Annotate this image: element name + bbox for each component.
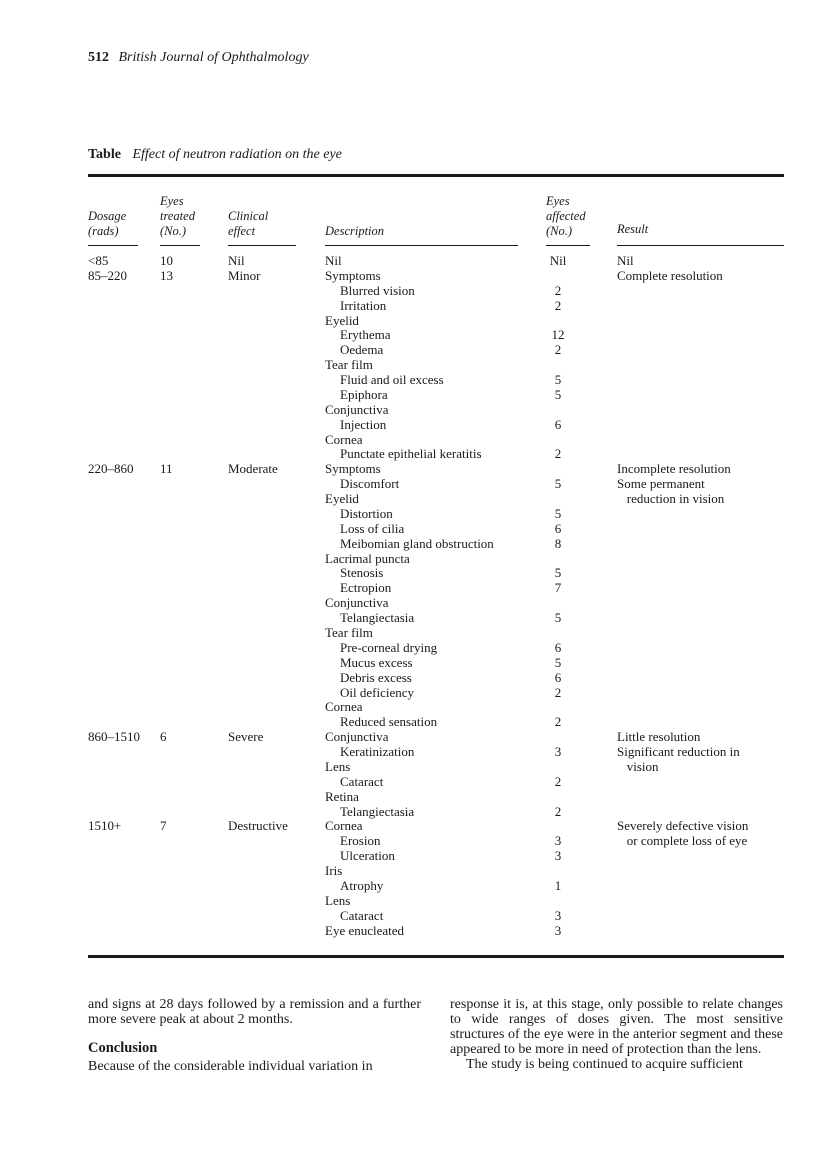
table-row xyxy=(0,461,816,476)
eyes-affected-cell: 5 xyxy=(554,610,562,626)
header-clinical-effect-line: Clinical xyxy=(228,209,269,223)
eyes-affected-cell: 2 xyxy=(554,297,562,313)
clinical-effect-cell: Minor xyxy=(228,267,261,283)
eyes-treated-cell: 6 xyxy=(160,729,167,745)
page-header xyxy=(88,50,309,66)
result-cell: or complete loss of eye xyxy=(617,833,748,849)
body-paragraph: The study is being continued to acquire sufficient xyxy=(466,1057,743,1072)
description-cell: Cataract xyxy=(340,907,384,923)
table-top-rule xyxy=(88,174,784,177)
table-row xyxy=(0,298,816,313)
header-description xyxy=(325,224,384,239)
table-row xyxy=(0,670,816,685)
clinical-effect-cell: Destructive xyxy=(228,818,288,834)
description-cell: Tear film xyxy=(325,625,373,640)
table-row xyxy=(0,655,816,670)
dosage-cell: 860–1510 xyxy=(88,729,140,745)
table-row xyxy=(0,893,816,908)
table-row xyxy=(0,387,816,402)
table-row xyxy=(0,685,816,700)
header-dosage xyxy=(88,209,126,239)
eyes-affected-cell: 3 xyxy=(554,848,562,864)
header-rule xyxy=(546,245,590,246)
eyes-affected-cell: 2 xyxy=(554,803,562,819)
header-rule xyxy=(325,245,518,246)
table-row xyxy=(0,640,816,655)
eyes-affected-cell: 5 xyxy=(554,476,562,492)
eyes-treated-cell: 7 xyxy=(160,818,167,834)
description-cell: Pre-corneal drying xyxy=(340,639,438,655)
table-row xyxy=(0,610,816,625)
table-row xyxy=(0,729,816,744)
body-paragraph: Because of the considerable individual variation in xyxy=(88,1059,373,1074)
header-description-line: Description xyxy=(325,224,385,238)
result-cell: vision xyxy=(617,758,659,774)
eyes-affected-cell: 5 xyxy=(554,654,562,670)
description-cell: Distortion xyxy=(340,505,393,521)
dosage-cell: 85–220 xyxy=(88,267,127,283)
header-rule xyxy=(617,245,784,246)
description-cell: Telangiectasia xyxy=(340,803,415,819)
description-cell: Meibomian gland obstruction xyxy=(340,535,494,551)
description-cell: Debris excess xyxy=(340,669,412,685)
table-row xyxy=(0,253,816,268)
table-row xyxy=(0,432,816,447)
eyes-affected-cell: 5 xyxy=(554,505,562,521)
dosage-cell: 1510+ xyxy=(88,818,122,834)
result-cell: Nil xyxy=(617,253,634,268)
table-row xyxy=(0,327,816,342)
table-label: Table xyxy=(88,147,121,162)
header-eyes-treated-line: Eyes xyxy=(160,194,184,208)
description-cell: Iris xyxy=(325,863,343,879)
section-heading-conclusion: Conclusion xyxy=(88,1040,158,1056)
dosage-cell: <85 xyxy=(88,253,109,268)
table-row xyxy=(0,357,816,372)
header-rule xyxy=(228,245,296,246)
table-row xyxy=(0,521,816,536)
table-row xyxy=(0,551,816,566)
page-number: 512 xyxy=(88,50,109,65)
description-cell: Conjunctiva xyxy=(325,595,389,611)
eyes-affected-cell: 3 xyxy=(554,833,562,849)
table-row xyxy=(0,774,816,789)
header-rule xyxy=(160,245,200,246)
description-cell: Telangiectasia xyxy=(340,610,415,626)
description-cell: Ectropion xyxy=(340,580,392,596)
description-cell: Eye enucleated xyxy=(325,922,405,938)
description-cell: Eyelid xyxy=(325,491,359,507)
dosage-cell: 220–860 xyxy=(88,461,134,477)
description-cell: Cornea xyxy=(325,431,363,447)
description-cell: Erosion xyxy=(340,833,381,849)
table-row xyxy=(0,789,816,804)
description-cell: Keratinization xyxy=(340,744,415,760)
description-cell: Eyelid xyxy=(325,312,359,328)
body-paragraph: response it is, at this stage, only possible to relate changes to wide ranges of doses given. The most sensitive structures of the eye were in the anterior segment and these appeared to be more in need of protection than the lens. xyxy=(450,997,783,1057)
description-cell: Cornea xyxy=(325,818,363,834)
body-paragraph: and signs at 28 days followed by a remission and a further more severe peak at about 2 months. xyxy=(88,997,421,1027)
body-left-column xyxy=(88,997,421,1074)
header-eyes-treated-line: treated xyxy=(160,209,195,223)
table-row xyxy=(0,759,816,774)
eyes-affected-cell: 2 xyxy=(554,282,562,298)
clinical-effect-cell: Nil xyxy=(228,253,245,268)
header-dosage-line: (rads) xyxy=(88,224,119,238)
description-cell: Stenosis xyxy=(340,565,384,581)
eyes-affected-cell: 2 xyxy=(554,714,562,730)
table-row xyxy=(0,506,816,521)
description-cell: Cornea xyxy=(325,699,363,715)
result-cell: reduction in vision xyxy=(617,491,725,507)
description-cell: Symptoms xyxy=(325,267,381,283)
eyes-affected-cell: 2 xyxy=(554,446,562,462)
description-cell: Tear film xyxy=(325,357,373,373)
header-eyes-treated-line: (No.) xyxy=(160,224,187,238)
eyes-affected-cell: 5 xyxy=(554,386,562,402)
eyes-affected-cell: 1 xyxy=(554,877,562,893)
description-cell: Erythema xyxy=(340,327,391,343)
eyes-affected-cell: 3 xyxy=(554,907,562,923)
eyes-affected-cell: 2 xyxy=(554,684,562,700)
table-row xyxy=(0,595,816,610)
table-row xyxy=(0,878,816,893)
clinical-effect-cell: Moderate xyxy=(228,461,278,477)
eyes-affected-cell: 5 xyxy=(554,565,562,581)
clinical-effect-cell: Severe xyxy=(228,729,264,745)
table-row xyxy=(0,446,816,461)
header-clinical-effect xyxy=(228,209,268,239)
header-result xyxy=(617,222,648,237)
table-row xyxy=(0,565,816,580)
eyes-affected-cell: 3 xyxy=(554,922,562,938)
eyes-treated-cell: 10 xyxy=(160,253,173,268)
table-row xyxy=(0,268,816,283)
header-eyes-affected xyxy=(546,194,586,239)
description-cell: Symptoms xyxy=(325,461,381,477)
eyes-affected-cell: 6 xyxy=(554,520,562,536)
table-row xyxy=(0,625,816,640)
description-cell: Reduced sensation xyxy=(340,714,438,730)
table-row xyxy=(0,744,816,759)
table-row xyxy=(0,818,816,833)
table-row xyxy=(0,402,816,417)
description-cell: Punctate epithelial keratitis xyxy=(340,446,482,462)
table-row xyxy=(0,699,816,714)
table-row xyxy=(0,908,816,923)
description-cell: Loss of cilia xyxy=(340,520,405,536)
table-row xyxy=(0,372,816,387)
result-cell: Incomplete resolution xyxy=(617,461,731,477)
eyes-affected-cell: Nil xyxy=(549,253,567,268)
description-cell: Lens xyxy=(325,758,351,774)
table-row xyxy=(0,342,816,357)
description-cell: Atrophy xyxy=(340,877,384,893)
header-dosage-line: Dosage xyxy=(88,209,127,223)
description-cell: Retina xyxy=(325,788,359,804)
table-row xyxy=(0,804,816,819)
header-eyes-treated xyxy=(160,194,195,239)
header-eyes-affected-line: (No.) xyxy=(546,224,573,238)
table-row xyxy=(0,283,816,298)
eyes-affected-cell: 12 xyxy=(551,327,565,343)
table-row xyxy=(0,833,816,848)
table-row xyxy=(0,580,816,595)
result-cell: Significant reduction in xyxy=(617,744,740,760)
description-cell: Lens xyxy=(325,892,351,908)
eyes-treated-cell: 13 xyxy=(160,267,173,283)
description-cell: Conjunctiva xyxy=(325,401,389,417)
description-cell: Mucus excess xyxy=(340,654,413,670)
header-clinical-effect-line: effect xyxy=(228,224,256,238)
table-row xyxy=(0,476,816,491)
description-cell: Lacrimal puncta xyxy=(325,550,410,566)
table-row xyxy=(0,313,816,328)
eyes-affected-cell: 3 xyxy=(554,744,562,760)
table-row xyxy=(0,863,816,878)
table-row xyxy=(0,848,816,863)
table-row xyxy=(0,923,816,938)
eyes-affected-cell: 2 xyxy=(554,342,562,358)
result-cell: Severely defective vision xyxy=(617,818,749,834)
eyes-affected-cell: 6 xyxy=(554,639,562,655)
journal-title: British Journal of Ophthalmology xyxy=(118,50,309,65)
eyes-affected-cell: 6 xyxy=(554,669,562,685)
description-cell: Injection xyxy=(340,416,387,432)
header-result-line: Result xyxy=(617,222,649,236)
table-bottom-rule xyxy=(88,955,784,958)
description-cell: Blurred vision xyxy=(340,282,415,298)
eyes-affected-cell: 2 xyxy=(554,773,562,789)
body-right-column xyxy=(450,997,783,1072)
description-cell: Oedema xyxy=(340,342,384,358)
description-cell: Cataract xyxy=(340,773,384,789)
table-title: Effect of neutron radiation on the eye xyxy=(132,147,342,162)
table-row xyxy=(0,417,816,432)
eyes-treated-cell: 11 xyxy=(160,461,173,477)
description-cell: Discomfort xyxy=(340,476,400,492)
description-cell: Ulceration xyxy=(340,848,395,864)
eyes-affected-cell: 7 xyxy=(554,580,562,596)
header-rule xyxy=(88,245,138,246)
description-cell: Nil xyxy=(325,253,342,268)
description-cell: Irritation xyxy=(340,297,387,313)
table-caption xyxy=(88,147,342,163)
result-cell: Little resolution xyxy=(617,729,701,745)
header-eyes-affected-line: Eyes xyxy=(546,194,570,208)
result-cell: Some permanent xyxy=(617,476,705,492)
header-eyes-affected-line: affected xyxy=(546,209,586,223)
description-cell: Fluid and oil excess xyxy=(340,372,444,388)
table-row xyxy=(0,536,816,551)
eyes-affected-cell: 8 xyxy=(554,535,562,551)
result-cell: Complete resolution xyxy=(617,267,723,283)
description-cell: Conjunctiva xyxy=(325,729,389,745)
eyes-affected-cell: 5 xyxy=(554,372,562,388)
eyes-affected-cell: 6 xyxy=(554,416,562,432)
table-row xyxy=(0,714,816,729)
description-cell: Oil deficiency xyxy=(340,684,414,700)
description-cell: Epiphora xyxy=(340,386,388,402)
table-row xyxy=(0,491,816,506)
